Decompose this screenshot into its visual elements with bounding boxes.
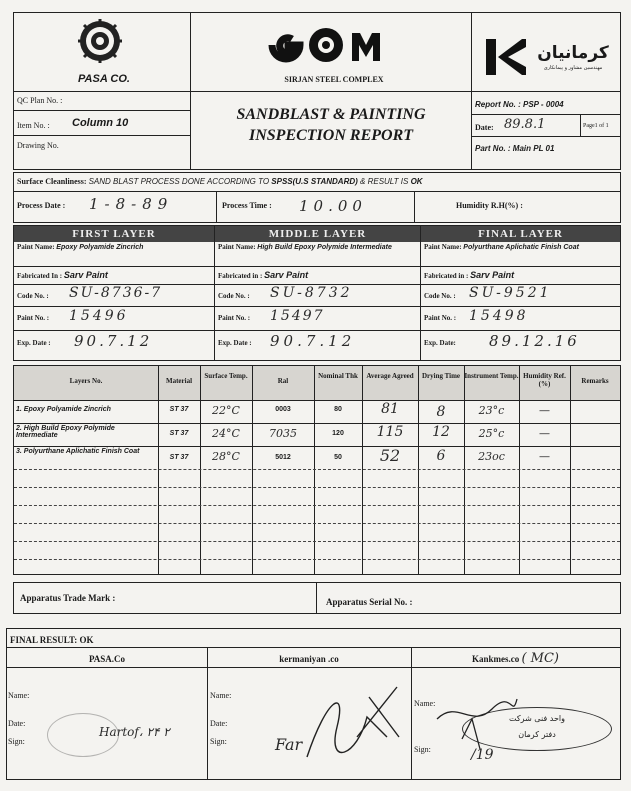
- code-no-label: Code No. :: [218, 292, 250, 300]
- table-row-average: 115: [376, 424, 404, 440]
- sign-label: Sign:: [414, 745, 431, 754]
- pasa-stamp: [47, 713, 119, 757]
- paint-name-value: High Build Epoxy Polymide Intermediate: [257, 244, 392, 251]
- page-number: Page1 of 1: [583, 123, 609, 129]
- name-label: Name:: [414, 699, 436, 708]
- kermaniyan-signature: Far: [275, 735, 303, 754]
- table-row-instrument: 25°c: [478, 427, 505, 440]
- header-box: [13, 12, 621, 170]
- process-date-value: 1-8-89: [89, 195, 174, 213]
- item-no-label: Item No. :: [17, 121, 50, 130]
- col-header-layers-no: Layers No.: [69, 377, 103, 385]
- paint-no-value: 15497: [270, 308, 325, 324]
- table-row-drying: 8: [436, 404, 446, 420]
- pasa-signature: Hartof، ۲۴ ۲: [99, 725, 170, 739]
- table-row-material: ST 37: [169, 454, 189, 461]
- fabricated-value: Sarv Paint: [470, 270, 515, 280]
- layers-section: [13, 225, 621, 361]
- sign-label: Sign:: [210, 737, 227, 746]
- final-section: [6, 628, 621, 780]
- col-header-remarks: Remarks: [581, 377, 609, 385]
- paint-name-value: Polyurthane Aplichatic Finish Coat: [463, 244, 579, 251]
- middle-layer-block: [215, 242, 420, 360]
- name-label: Name:: [210, 691, 232, 700]
- table-row-nominal: 120: [332, 430, 344, 437]
- report-no: Report No. : PSP - 0004: [475, 100, 564, 109]
- exp-date-label: Exp. Date:: [424, 339, 456, 347]
- kankmes-note: ( MC): [521, 651, 560, 666]
- fabricated-label: Fabricated in :: [424, 272, 469, 280]
- table-row-ral: 0003: [275, 406, 291, 413]
- paint-no-value: 15498: [469, 308, 529, 324]
- date-label: Date:: [210, 719, 228, 728]
- table-row-layer: 1. Epoxy Polyamide Zincrich: [16, 406, 111, 413]
- pasa-name: PASA CO.: [78, 73, 130, 85]
- report-title-line2: INSPECTION REPORT: [248, 127, 414, 144]
- table-row-nominal: 80: [334, 406, 342, 413]
- col-header-average-agreed: Average Agreed: [366, 372, 414, 380]
- exp-date-value: 89.12.16: [489, 332, 580, 350]
- table-row-surface-temp: 28°C: [212, 450, 240, 463]
- exp-date-value: 90.7.12: [74, 332, 153, 350]
- sirjan-name: SIRJAN STEEL COMPLEX: [284, 75, 384, 84]
- paint-name-label: Paint Name:: [17, 243, 55, 251]
- paint-no-label: Paint No. :: [218, 314, 251, 322]
- code-no-label: Code No. :: [17, 292, 49, 300]
- part-no: Part No. : Main PL 01: [475, 144, 555, 153]
- surface-ok: OK: [410, 177, 423, 186]
- surface-result-text: & RESULT IS: [357, 177, 411, 186]
- fabricated-value: Sarv Paint: [63, 270, 108, 280]
- paint-no-value: 15496: [69, 308, 129, 324]
- table-row-layer: 3. Polyurthane Aplichatic Finish Coat: [16, 448, 140, 455]
- exp-date-label: Exp. Date :: [17, 339, 51, 347]
- date-label: Date:: [8, 719, 26, 728]
- apparatus-section: [13, 582, 621, 614]
- stamp-line1: واحد فنی شرکت: [508, 714, 565, 723]
- report-title-line1: SANDBLAST & PAINTING: [236, 106, 426, 123]
- table-row-nominal: 50: [334, 454, 342, 461]
- paint-no-label: Paint No. :: [424, 314, 457, 322]
- name-label: Name:: [8, 691, 30, 700]
- apparatus-trade-label: Apparatus Trade Mark :: [20, 593, 116, 603]
- sirjan-logo: [264, 25, 394, 65]
- code-no-label: Code No. :: [424, 292, 456, 300]
- fabricated-label: Fabricated in :: [218, 272, 263, 280]
- table-row-layer: 2. High Build Epoxy Polymide Intermediate: [16, 425, 115, 439]
- surface-label: Surface Cleanliness:: [17, 177, 87, 186]
- code-no-value: SU-9521: [469, 285, 552, 301]
- table-row-drying: 12: [432, 424, 450, 440]
- table-row-humidity: —: [539, 450, 550, 463]
- final-result: FINAL RESULT: OK: [10, 635, 94, 645]
- exp-date-label: Exp. Date :: [218, 339, 252, 347]
- table-row-surface-temp: 22°C: [212, 404, 240, 417]
- surface-line: [17, 177, 617, 186]
- fabricated-value: Sarv Paint: [264, 270, 309, 280]
- kermanian-subtitle: مهندسین مشاور و پیمانکاری: [543, 65, 603, 71]
- table-row-drying: 6: [436, 448, 446, 464]
- col-header-nominal-thk: Nominal Thk: [318, 372, 358, 380]
- sign-label: Sign:: [8, 737, 25, 746]
- kankmes-signature-strokes: [432, 689, 522, 759]
- humidity-label: Humidity R.H(%) :: [456, 201, 523, 210]
- process-time-label: Process Time :: [222, 201, 272, 210]
- table-row-humidity: —: [539, 427, 550, 440]
- kankmes-name: Kankmes.co: [471, 654, 520, 664]
- col-header-surface-temp: Surface Temp.: [204, 372, 248, 380]
- col-header-instrument-temp: Instrument Temp.: [464, 372, 519, 380]
- final-layer-header: FINAL LAYER: [421, 226, 620, 242]
- stamp-line2: دفتر کرمان: [518, 730, 556, 739]
- col-header-humidity: Humidity Ref.(%): [523, 372, 566, 388]
- final-layer-block: [421, 242, 620, 360]
- table-row-average: 81: [381, 401, 399, 417]
- paint-name-label: Paint Name:: [218, 243, 256, 251]
- kankmes-signature: /19: [471, 747, 494, 763]
- col-header-ral: Ral: [277, 377, 289, 385]
- qc-plan-label: QC Plan No. :: [17, 96, 63, 105]
- process-date-label: Process Date :: [17, 201, 66, 210]
- kankmes-col-title: [411, 651, 620, 666]
- table-row-ral: 7035: [269, 427, 297, 440]
- first-layer-header: FIRST LAYER: [14, 226, 214, 242]
- code-no-value: SU-8732: [270, 285, 353, 301]
- kermanian-name-fa: کرمانیان: [537, 43, 609, 63]
- paint-name-value: Epoxy Polyamide Zincrich: [56, 244, 144, 251]
- table-row-humidity: —: [539, 404, 550, 417]
- process-time-value: 10.00: [299, 197, 367, 215]
- table-row-instrument: 23°c: [478, 404, 505, 417]
- paint-name-label: Paint Name:: [424, 243, 462, 251]
- layers-table: [13, 365, 621, 575]
- table-row-average: 52: [379, 446, 401, 465]
- col-header-material: Material: [165, 377, 193, 385]
- fabricated-label: Fabricated In :: [17, 272, 63, 280]
- middle-layer-header: MIDDLE LAYER: [215, 226, 420, 242]
- pasa-col-title: PASA.Co: [88, 654, 126, 664]
- item-no-value: Column 10: [72, 117, 129, 129]
- paint-no-label: Paint No. :: [17, 314, 50, 322]
- table-row-ral: 5012: [275, 454, 291, 461]
- kermaniyan-col-title: kermaniyan .co: [279, 654, 339, 664]
- kermaniyan-signature-strokes: [297, 677, 407, 767]
- surface-text: SAND BLAST PROCESS DONE ACCORDING TO: [88, 177, 272, 186]
- first-layer-block: [14, 242, 214, 360]
- kermanian-logo: [486, 39, 526, 75]
- date-value: 89.8.1: [504, 117, 546, 132]
- table-row-material: ST 37: [169, 406, 189, 413]
- table-row-instrument: 23oc: [478, 450, 505, 463]
- exp-date-value: 90.7.12: [270, 332, 356, 350]
- surface-section: [13, 172, 621, 223]
- surface-standard: SPSS(U.S STANDARD): [271, 177, 358, 186]
- pasa-logo: [76, 19, 124, 63]
- table-row-material: ST 37: [169, 430, 189, 437]
- code-no-value: SU-8736-7: [69, 285, 163, 301]
- date-label: Date:: [475, 123, 494, 132]
- drawing-no-label: Drawing No.: [17, 141, 59, 150]
- apparatus-serial-label: Apparatus Serial No. :: [326, 597, 413, 607]
- col-header-drying-time: Drying Time: [421, 372, 461, 380]
- table-row-surface-temp: 24°C: [212, 427, 240, 440]
